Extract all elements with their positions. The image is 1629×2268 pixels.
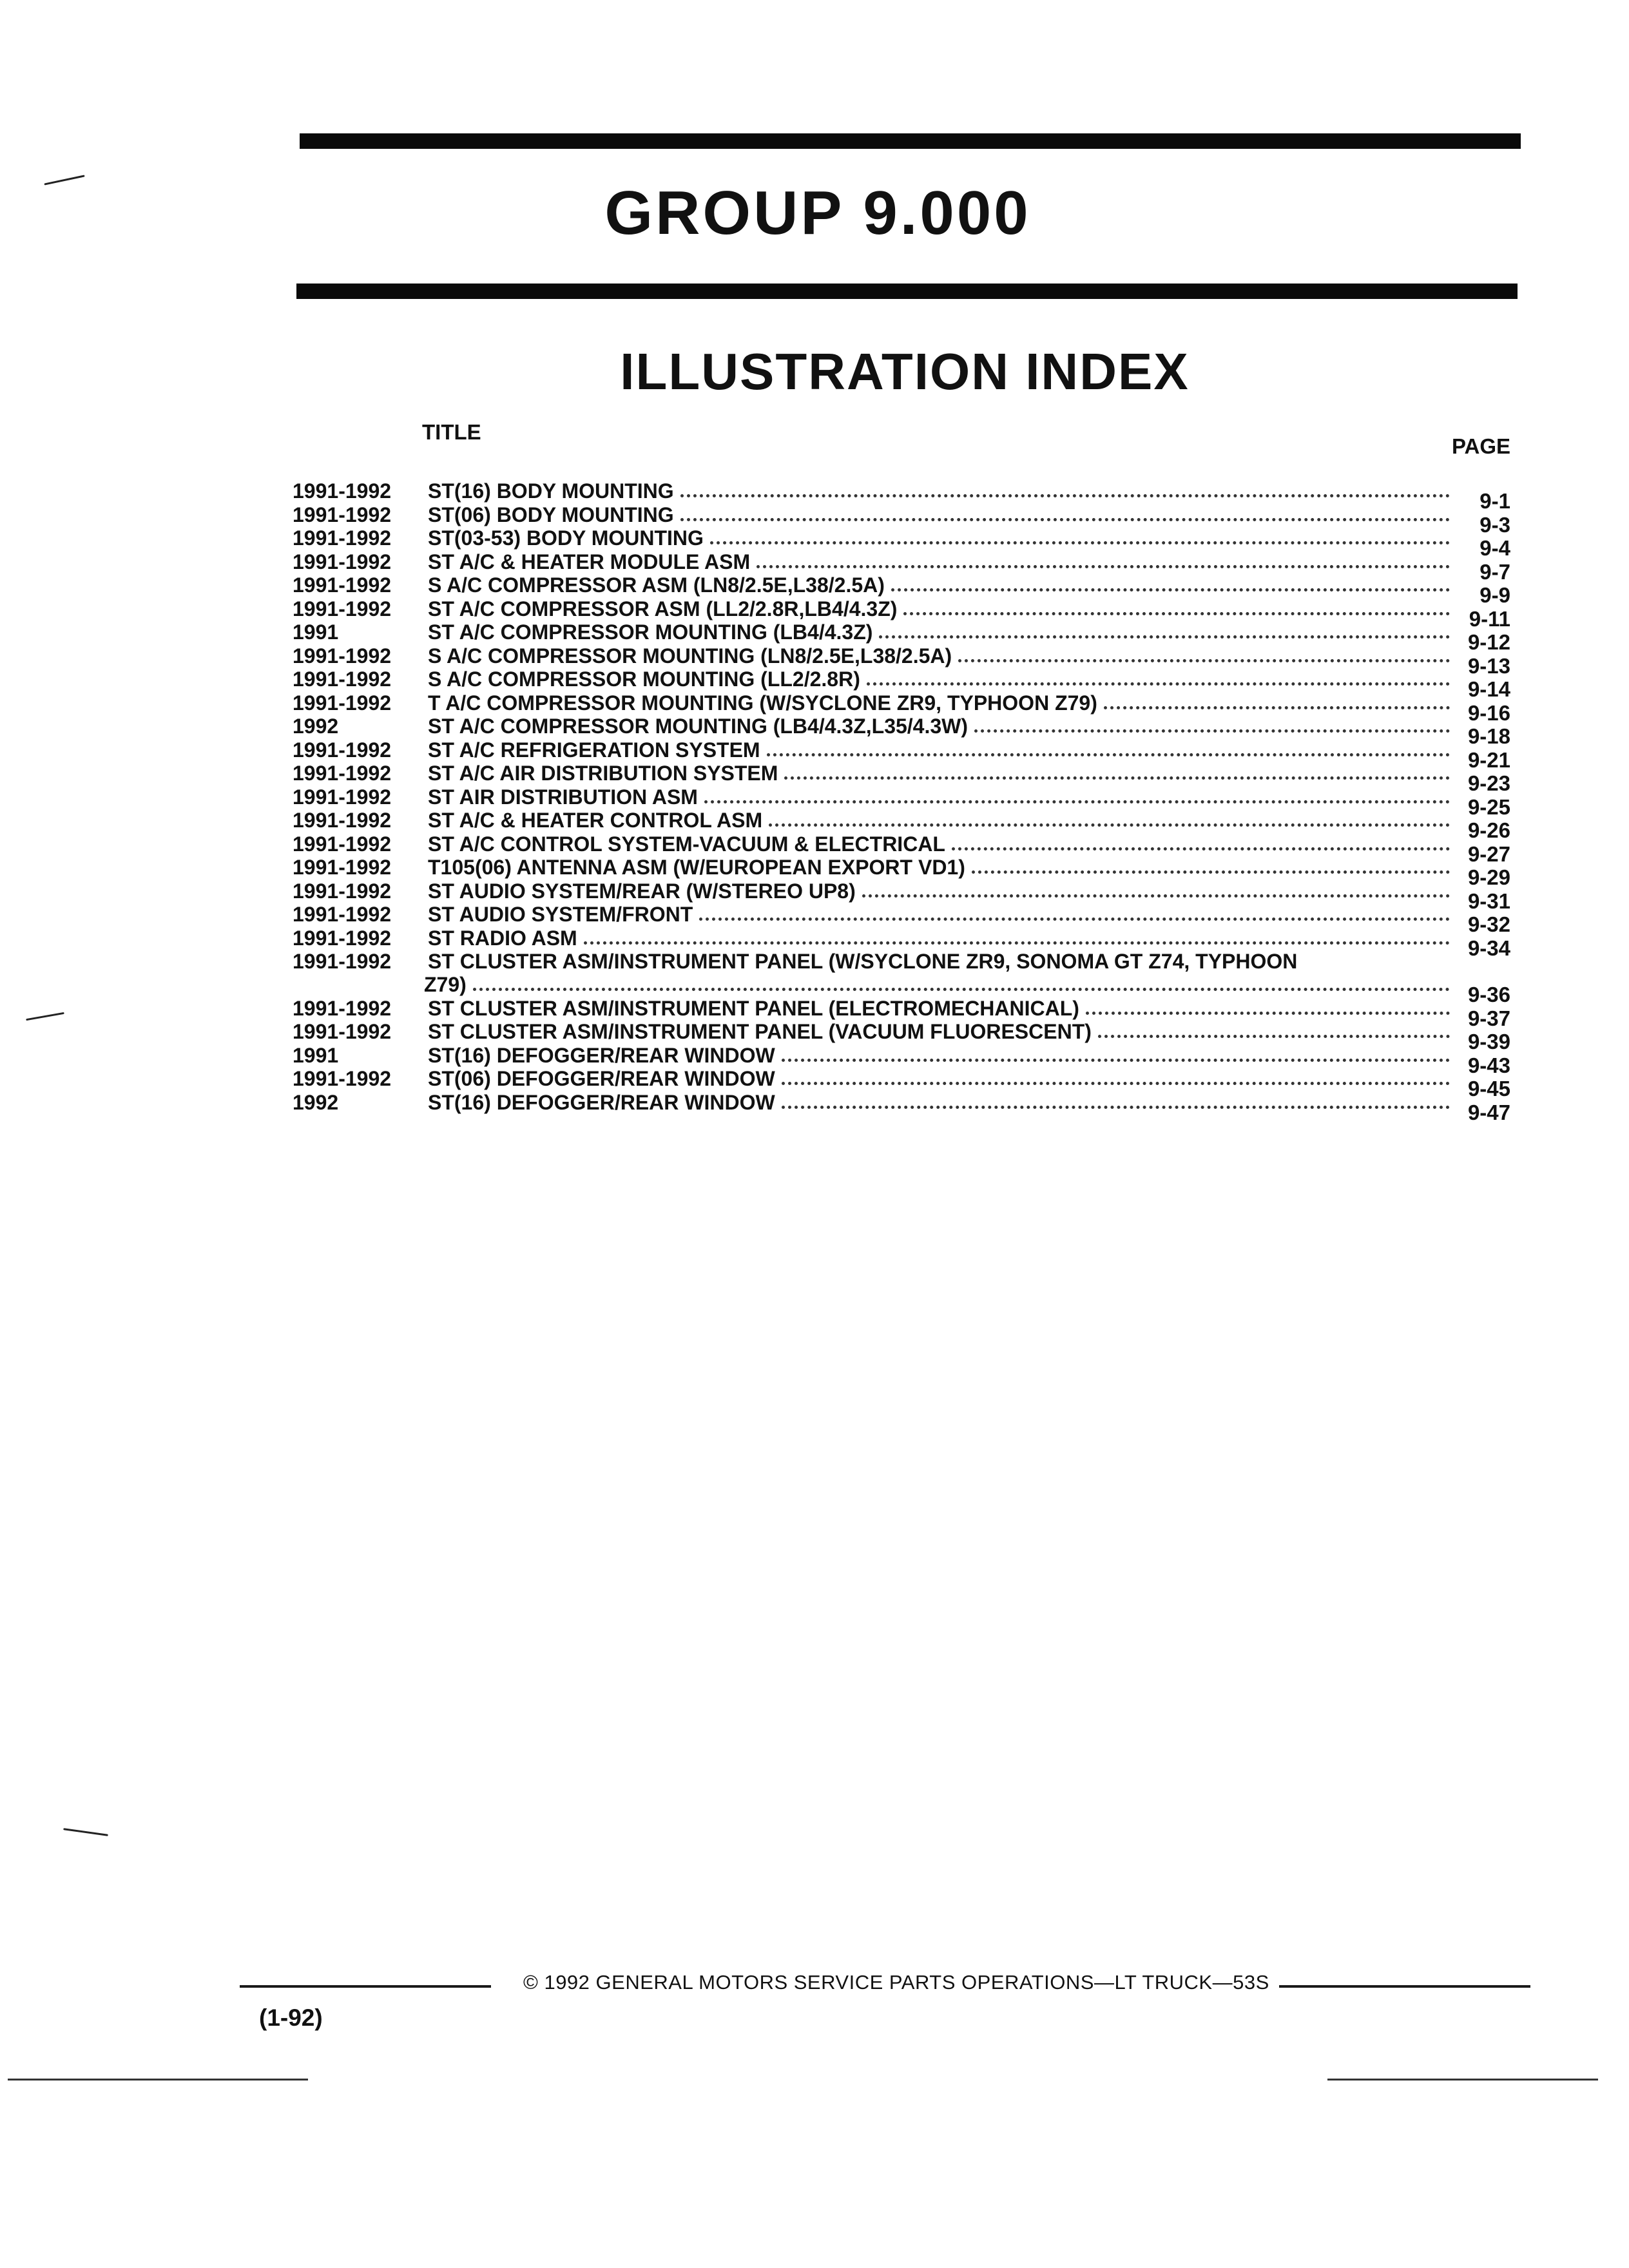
index-title-text: ST A/C & HEATER CONTROL ASM <box>428 809 763 832</box>
scan-mark <box>26 1012 64 1021</box>
index-row <box>290 738 1514 772</box>
index-page: 9-37 <box>1467 1006 1510 1030</box>
index-page: 9-21 <box>1467 747 1510 772</box>
index-title-text: ST A/C COMPRESSOR ASM (LL2/2.8R,LB4/4.3Z) <box>428 597 898 620</box>
index-title-text: ST AIR DISTRIBUTION ASM <box>428 785 698 809</box>
dot-leader <box>952 847 1450 850</box>
index-page: 9-16 <box>1467 700 1510 725</box>
index-row <box>290 550 1514 584</box>
index-title-text: ST AUDIO SYSTEM/REAR (W/STEREO UP8) <box>428 879 856 903</box>
dot-leader <box>699 917 1450 921</box>
index-row <box>290 1067 1514 1100</box>
index-title-text: ST A/C COMPRESSOR MOUNTING (LB4/4.3Z,L35/4.3W) <box>428 715 969 738</box>
dot-leader <box>782 1058 1450 1062</box>
dot-leader <box>1086 1011 1450 1015</box>
index-title-text: ST(16) DEFOGGER/REAR WINDOW <box>428 1043 775 1067</box>
index-row <box>290 996 1514 1030</box>
dot-leader <box>704 800 1450 803</box>
index-year: 1991-1992 <box>293 1067 392 1090</box>
index-title-text: ST A/C CONTROL SYSTEM-VACUUM & ELECTRICAL <box>428 832 945 856</box>
index-year: 1991-1992 <box>293 503 392 526</box>
index-row <box>290 715 1514 748</box>
index-page: 9-9 <box>1480 583 1510 607</box>
index-year: 1991-1992 <box>293 856 392 879</box>
index-title-text: ST A/C & HEATER MODULE ASM <box>428 550 751 573</box>
index-year: 1991 <box>293 620 339 644</box>
index-row <box>290 973 1514 1006</box>
index-title-text: ST CLUSTER ASM/INSTRUMENT PANEL (W/SYCLONE ZR9, SONOMA GT Z74, TYPHOON <box>428 950 1298 973</box>
index-title-text: ST RADIO ASM <box>428 926 577 950</box>
index-title-text: T105(06) ANTENNA ASM (W/EUROPEAN EXPORT VD1) <box>428 856 965 879</box>
index-row <box>290 668 1514 701</box>
index-year: 1991-1992 <box>293 1020 392 1043</box>
index-year: 1991-1992 <box>293 668 392 691</box>
dot-leader <box>972 870 1450 874</box>
index-year: 1991-1992 <box>293 573 392 597</box>
index-title-text: S A/C COMPRESSOR ASM (LN8/2.5E,L38/2.5A) <box>428 573 885 597</box>
index-page: 9-29 <box>1467 865 1510 889</box>
index-year: 1991-1992 <box>293 479 392 503</box>
dot-leader <box>680 517 1450 521</box>
index-year: 1991-1992 <box>293 950 392 973</box>
index-title-text: ST CLUSTER ASM/INSTRUMENT PANEL (VACUUM FLUORESCENT) <box>428 1020 1092 1043</box>
index-year: 1991-1992 <box>293 738 392 762</box>
dot-leader <box>710 541 1450 544</box>
scan-mark <box>63 1828 108 1836</box>
index-year: 1991-1992 <box>293 597 392 620</box>
index-title-text: ST(06) DEFOGGER/REAR WINDOW <box>428 1067 775 1090</box>
index-title-text: ST(06) BODY MOUNTING <box>428 503 674 526</box>
index-row <box>290 1020 1514 1053</box>
dot-leader <box>782 1105 1450 1109</box>
dot-leader <box>1098 1034 1450 1038</box>
index-year: 1991-1992 <box>293 809 392 832</box>
index-row <box>290 620 1514 654</box>
index-year: 1991-1992 <box>293 996 392 1020</box>
illustration-index-list <box>290 479 1514 1124</box>
footer-rule-left <box>240 1985 491 1988</box>
index-title-text: ST AUDIO SYSTEM/FRONT <box>428 903 693 926</box>
index-page: 9-47 <box>1467 1100 1510 1124</box>
index-page: 9-26 <box>1467 818 1510 842</box>
dot-leader <box>757 564 1450 568</box>
dot-leader <box>862 894 1450 898</box>
index-title-text: Z79) <box>424 973 467 996</box>
index-page: 9-7 <box>1480 559 1510 584</box>
index-row <box>290 809 1514 842</box>
footer-date: (1-92) <box>259 2004 323 2031</box>
index-page: 9-32 <box>1467 912 1510 936</box>
index-page: 9-3 <box>1480 512 1510 537</box>
index-page: 9-23 <box>1467 771 1510 795</box>
bottom-rule-left <box>8 2079 308 2081</box>
index-year: 1992 <box>293 1090 339 1114</box>
top-rule <box>300 133 1521 149</box>
index-row <box>290 903 1514 936</box>
dot-leader <box>769 823 1450 827</box>
index-page: 9-34 <box>1467 936 1510 960</box>
dot-leader <box>782 1081 1450 1085</box>
index-row <box>290 479 1514 513</box>
index-title-text: ST A/C AIR DISTRIBUTION SYSTEM <box>428 762 778 785</box>
index-page: 9-45 <box>1467 1077 1510 1100</box>
index-row <box>290 526 1514 560</box>
index-year: 1991-1992 <box>293 644 392 668</box>
index-page: 9-36 <box>1467 983 1510 1006</box>
index-row <box>290 762 1514 795</box>
index-title-text: ST A/C COMPRESSOR MOUNTING (LB4/4.3Z) <box>428 620 873 644</box>
index-page: 9-12 <box>1467 630 1510 654</box>
dot-leader <box>784 776 1450 780</box>
dot-leader <box>584 941 1450 945</box>
index-page: 9-13 <box>1467 653 1510 678</box>
index-title-text: ST(16) BODY MOUNTING <box>428 479 674 503</box>
bottom-rule-right <box>1327 2079 1598 2081</box>
index-row <box>290 1043 1514 1077</box>
index-row <box>290 832 1514 866</box>
dot-leader <box>767 753 1450 756</box>
index-title: ILLUSTRATION INDEX <box>620 343 1190 400</box>
index-page: 9-43 <box>1467 1053 1510 1077</box>
index-row <box>290 926 1514 960</box>
dot-leader <box>680 494 1450 497</box>
index-title-text: ST(03-53) BODY MOUNTING <box>428 526 704 550</box>
index-year: 1991-1992 <box>293 903 392 926</box>
dot-leader <box>903 611 1450 615</box>
dot-leader <box>879 635 1450 639</box>
index-row <box>290 950 1514 973</box>
index-title-text: ST(16) DEFOGGER/REAR WINDOW <box>428 1090 775 1114</box>
index-page: 9-18 <box>1467 724 1510 748</box>
column-header-page: PAGE <box>1452 434 1511 458</box>
index-year: 1991-1992 <box>293 785 392 809</box>
index-row <box>290 573 1514 607</box>
index-year: 1991-1992 <box>293 550 392 573</box>
column-header-title: TITLE <box>422 420 481 444</box>
index-row <box>290 785 1514 819</box>
dot-leader <box>867 682 1450 686</box>
group-title: GROUP 9.000 <box>604 178 1031 247</box>
index-year: 1991-1992 <box>293 832 392 856</box>
index-title-text: S A/C COMPRESSOR MOUNTING (LL2/2.8R) <box>428 668 860 691</box>
index-year: 1991 <box>293 1043 339 1067</box>
dot-leader <box>891 588 1450 591</box>
index-row <box>290 879 1514 913</box>
index-year: 1991-1992 <box>293 879 392 903</box>
index-year: 1991-1992 <box>293 526 392 550</box>
dot-leader <box>958 658 1450 662</box>
index-row <box>290 597 1514 631</box>
dot-leader <box>974 729 1450 733</box>
footer-copyright: © 1992 GENERAL MOTORS SERVICE PARTS OPERATIONS—LT TRUCK—53S <box>523 1971 1269 1994</box>
index-year: 1991-1992 <box>293 926 392 950</box>
index-year: 1992 <box>293 715 339 738</box>
index-title-text: S A/C COMPRESSOR MOUNTING (LN8/2.5E,L38/2.5A) <box>428 644 952 668</box>
index-row <box>290 503 1514 537</box>
index-title-text: ST A/C REFRIGERATION SYSTEM <box>428 738 760 762</box>
index-row <box>290 644 1514 678</box>
index-page: 9-25 <box>1467 794 1510 819</box>
index-row <box>290 691 1514 725</box>
index-row <box>290 1090 1514 1124</box>
index-page: 9-11 <box>1469 606 1510 631</box>
index-row <box>290 856 1514 889</box>
dot-leader <box>473 987 1450 991</box>
index-title-text: ST CLUSTER ASM/INSTRUMENT PANEL (ELECTROMECHANICAL) <box>428 996 1079 1020</box>
dot-leader <box>1104 706 1450 709</box>
index-page: 9-4 <box>1480 536 1510 560</box>
middle-rule <box>296 284 1518 299</box>
footer-rule-right <box>1279 1985 1530 1988</box>
index-title-text: T A/C COMPRESSOR MOUNTING (W/SYCLONE ZR9, TYPHOON Z79) <box>428 691 1097 715</box>
index-page: 9-27 <box>1467 841 1510 866</box>
index-page: 9-14 <box>1467 677 1510 701</box>
index-year: 1991-1992 <box>293 691 392 715</box>
index-page: 9-31 <box>1467 889 1510 913</box>
index-page: 9-1 <box>1480 489 1510 513</box>
index-year: 1991-1992 <box>293 762 392 785</box>
index-page: 9-39 <box>1467 1030 1510 1053</box>
